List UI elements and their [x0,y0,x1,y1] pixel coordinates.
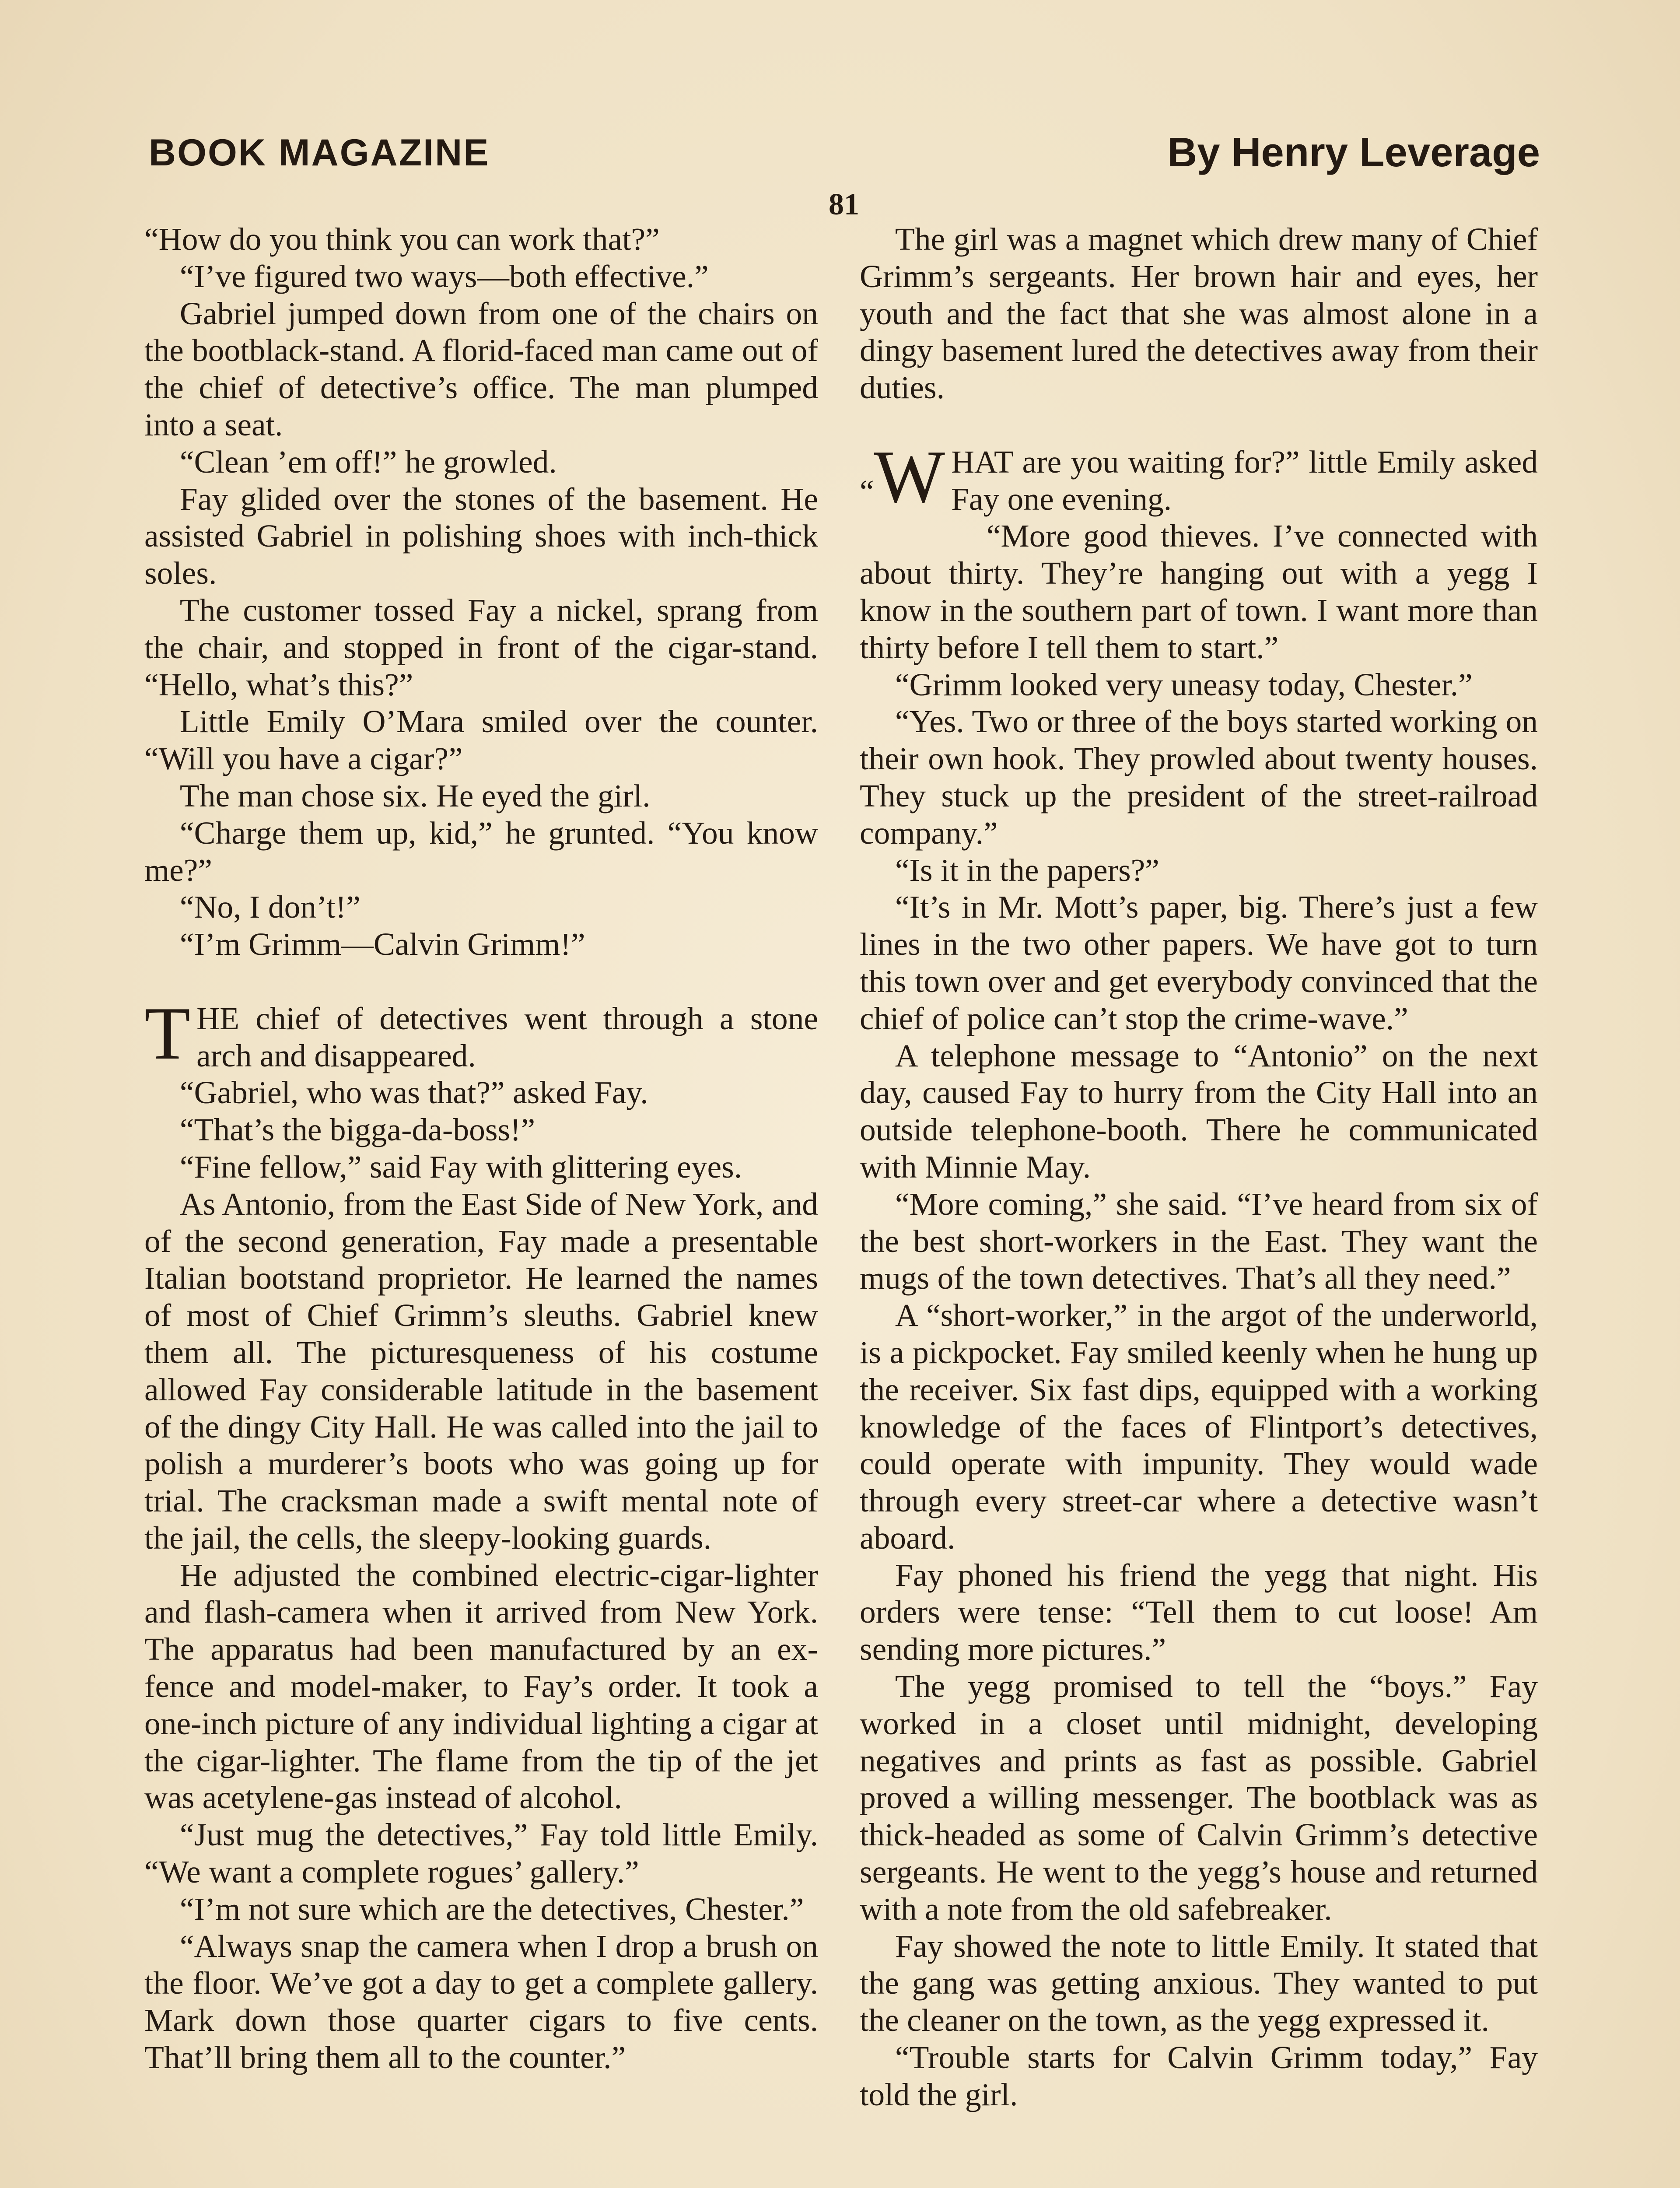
right-column [860,221,1538,2114]
paragraph: “Just mug the detectives,” Fay told little Emily. “We want a complete rogues’ gallery.” [144,1817,818,1890]
paragraph: He adjusted the combined electric-cigar-lighter and flash-camera when it arrived from New York. The apparatus had been manufactured by an ex-fence and model-maker, to Fay’s order. It took a one-inch picture of any individual lighting a cigar at the cigar-lighter. The flame from the tip of the jet was acetylene-gas instead of alcohol. [144,1557,818,1816]
paragraph: “More good thieves. I’ve connected with about thirty. They’re hanging out with a yegg I know in the southern part of town. I want more than thirty before I tell them to start.” [860,518,1538,665]
paragraph: “I’m not sure which are the detectives, Chester.” [179,1891,804,1927]
paragraph: Gabriel jumped down from one of the chairs on the bootblack-stand. A florid-faced man came out of the chief of detective’s office. The man plumped into a seat. [144,295,818,442]
paragraph: “How do you think you can work that?” [144,221,660,257]
paragraph: A “short-worker,” in the argot of the underworld, is a pickpocket. Fay smiled keenly when he hung up the receiver. Six fast dips, equipped with a working knowledge of the faces of Flintport’s detectives, could operate with impunity. They would wade through every street-car where a detective wasn’t aboard. [860,1297,1538,1556]
paragraph: The yegg promised to tell the “boys.” Fay worked in a closet until midnight, developing negatives and prints as fast as possible. Gabriel proved a willing messenger. The bootblack was as thick-headed as some of Calvin Grimm’s detective sergeants. He went to the yegg’s house and returned with a note from the old safebreaker. [860,1669,1538,1927]
paragraph: “Charge them up, kid,” he grunted. “You know me?” [144,815,818,888]
running-head [149,131,1540,184]
paragraph: “Gabriel, who was that?” asked Fay. [179,1075,648,1111]
paragraph: “Fine fellow,” said Fay with glittering eyes. [179,1149,742,1185]
paragraph: Fay showed the note to little Emily. It stated that the gang was getting anxious. They wanted to put the cleaner on the town, as the yegg expressed it. [860,1928,1538,2038]
paragraph: “It’s in Mr. Mott’s paper, big. There’s just a few lines in the two other papers. We have got to turn this town over and get everybody convinced that the chief of police can’t stop the crime-wave.” [860,889,1538,1036]
paragraph: “I’ve figured two ways—both effective.” [179,258,709,294]
paragraph: Little Emily O’Mara smiled over the counter. “Will you have a cigar?” [144,704,818,777]
left-column [144,221,818,2076]
paragraph: “No, I don’t!” [179,889,360,925]
paragraph: The man chose six. He eyed the girl. [179,778,651,813]
paragraph: “Grimm looked very uneasy today, Chester.” [895,666,1473,702]
paragraph-text: HAT are you waiting for?” little Emily asked Fay one evening. [951,444,1538,517]
section-opening-paragraph [860,435,1538,519]
paragraph: “Clean ’em off!” he growled. [179,444,557,480]
magazine-title: BOOK MAGAZINE [149,132,490,174]
paragraph: “Yes. Two or three of the boys started working on their own hook. They prowled about twenty houses. They stuck up the president of the street-railroad company.” [860,704,1538,851]
page-number: 81 [829,188,859,221]
paragraph: As Antonio, from the East Side of New York, and of the second generation, Fay made a presentable Italian bootstand proprietor. He learned the names of most of Chief Grimm’s sleuths. Gabriel knew them all. The picturesqueness of his costume allowed Fay considerable latitude in the basement of the dingy City Hall. He was called into the jail to polish a murderer’s boots who was going up for trial. The cracksman made a swift mental note of the jail, the cells, the sleepy-looking guards. [144,1186,818,1556]
paragraph: “More coming,” she said. “I’ve heard from six of the best short-workers in the East. They want the mugs of the town detectives. That’s all they need.” [860,1186,1538,1296]
drop-cap: T [144,992,191,1075]
paragraph-text: HE chief of detectives went through a stone arch and disappeared. [196,1000,818,1073]
paragraph: “Is it in the papers?” [895,852,1159,888]
paragraph: Fay glided over the stones of the basement. He assisted Gabriel in polishing shoes with inch-thick soles. [144,481,818,591]
paragraph: The customer tossed Fay a nickel, sprang from the chair, and stopped in front of the cigar-stand. “Hello, what’s this?” [144,592,818,702]
author-byline: By Henry Leverage [1167,129,1540,175]
paragraph: Fay phoned his friend the yegg that night. His orders were tense: “Tell them to cut loose! Am sending more pictures.” [860,1557,1538,1667]
section-opening-paragraph [144,992,818,1075]
drop-cap-quote: “ [860,473,874,509]
paragraph: “Always snap the camera when I drop a brush on the floor. We’ve got a day to get a complete gallery. Mark down those quarter cigars to five cents. That’ll bring them all to the counter.” [144,1928,818,2076]
paragraph: The girl was a magnet which drew many of Chief Grimm’s sergeants. Her brown hair and eyes, her youth and the fact that she was almost alone in a dingy basement lured the detectives away from their duties. [860,221,1538,406]
drop-cap [860,435,945,522]
paragraph: “That’s the bigga-da-boss!” [179,1112,536,1148]
paragraph: “Trouble starts for Calvin Grimm today,” Fay told the girl. [860,2040,1538,2112]
drop-cap-letter: W [874,435,945,519]
paragraph: A telephone message to “Antonio” on the next day, caused Fay to hurry from the City Hall into an outside telephone-booth. There he communicated with Minnie May. [860,1038,1538,1185]
paragraph: “I’m Grimm—Calvin Grimm!” [179,926,585,962]
